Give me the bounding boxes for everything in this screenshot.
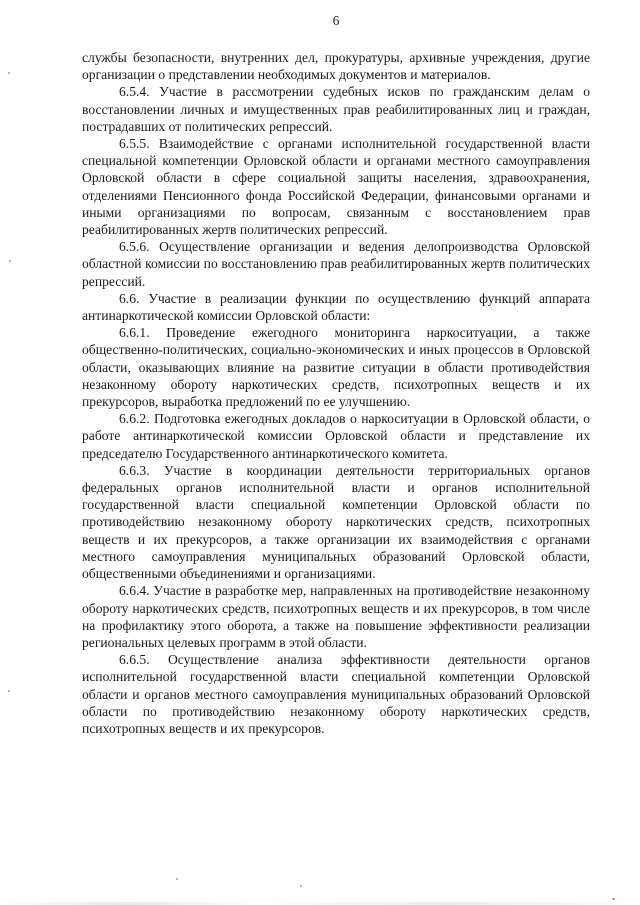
paragraph-6-6-2: 6.6.2. Подготовка ежегодных докладов о наркоситуации в Орловской области, о работе антинаркотической комиссии Орловской области и представление их председателю Государственного антинаркотического комитета.	[82, 411, 590, 461]
scan-speck	[612, 898, 615, 900]
scan-speck	[9, 260, 11, 262]
scan-speck	[176, 878, 178, 880]
page-number: 6	[332, 13, 340, 28]
scan-speck	[300, 885, 302, 887]
paragraph-6-6: 6.6. Участие в реализации функции по осуществлению функций аппарата антинаркотической комиссии Орловской области:	[82, 290, 590, 324]
paragraph-6-5-5: 6.5.5. Взаимодействие с органами исполнительной государственной власти специальной компетенции Орловской области и органами местного самоуправления Орловской области в сфере социальной защиты населения, здравоохранения, отделениями Пенсионного фонда Российской Федерации, финансовыми органами и иными организациями по вопросам, связанным с восстановлением прав реабилитированных жертв политических репрессий.	[82, 136, 590, 238]
document-body	[82, 49, 590, 737]
paragraph-6-6-5: 6.6.5. Осуществление анализа эффективности деятельности органов исполнительной государственной власти специальной компетенции Орловской области и органов местного самоуправления муниципальных образований Орловской области по противодействию незаконному обороту наркотических средств, психотропных веществ и их прекурсоров.	[82, 652, 590, 736]
scan-speck	[8, 690, 10, 692]
paragraph-6-5-6: 6.5.6. Осуществление организации и ведения делопроизводства Орловской областной комиссии по восстановлению прав реабилитированных жертв политических репрессий.	[82, 239, 590, 289]
paragraph-6-6-4: 6.6.4. Участие в разработке мер, направленных на противодействие незаконному обороту наркотических средств, психотропных веществ и их прекурсоров, в том числе на профилактику этого оборота, а также на повышение эффективности реализации региональных целевых программ в этой области.	[82, 583, 590, 650]
paragraph-6-6-3: 6.6.3. Участие в координации деятельности территориальных органов федеральных органов исполнительной власти и органов исполнительной государственной власти специальной компетенции Орловской области по противодействию незаконному обороту наркотических средств, психотропных веществ и их прекурсоров, а также организации их взаимодействия с органами местного самоуправления муниципальных образований Орловской области, общественными объединениями и организациями.	[82, 462, 590, 582]
paragraph-6-5-4: 6.5.4. Участие в рассмотрении судебных исков по гражданским делам о восстановлении личных и имущественных прав реабилитированных лиц и граждан, пострадавших от политических репрессий.	[82, 84, 590, 134]
paragraph-6-6-1: 6.6.1. Проведение ежегодного мониторинга наркоситуации, а также общественно-политических, социально-экономических и иных процессов в Орловской области, оказывающих влияние на развитие ситуации в области противодействия незаконному обороту наркотических средств, психотропных веществ и их прекурсоров, выработка предложений по ее улучшению.	[82, 325, 590, 410]
paragraph-continuation: службы безопасности, внутренних дел, прокуратуры, архивные учреждения, другие организации о представлении необходимых документов и материалов.	[82, 50, 590, 83]
scan-speck	[8, 72, 10, 74]
